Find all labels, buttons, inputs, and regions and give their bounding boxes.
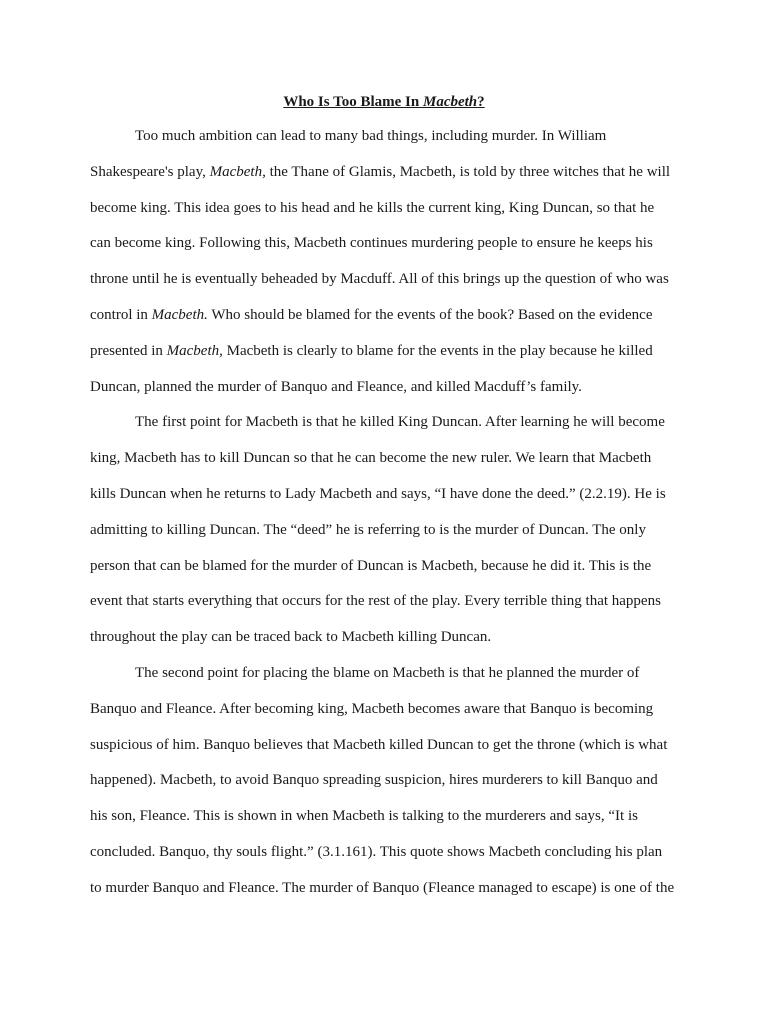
text-run: throne until he is eventually beheaded by Macduff. All of this brings up the question of who was [90, 271, 669, 288]
text-line [90, 370, 700, 406]
text-line [90, 728, 700, 764]
text-run: his son, Fleance. This is shown in when Macbeth is talking to the murderers and says, “It is [90, 808, 638, 825]
text-line [90, 405, 700, 441]
paragraph [90, 656, 700, 907]
text-line [90, 799, 700, 835]
text-run: king, Macbeth has to kill Duncan so that he can become the new ruler. We learn that Macbeth [90, 450, 652, 467]
text-run: Duncan, planned the murder of Banquo and Fleance, and killed Macduff’s family. [90, 378, 582, 395]
text-line [90, 441, 700, 477]
essay-title [0, 92, 768, 112]
text-line [90, 191, 700, 227]
text-line [90, 334, 700, 370]
text-line [90, 584, 700, 620]
text-line [90, 155, 700, 191]
essay-body [90, 119, 700, 907]
text-run: kills Duncan when he returns to Lady Macbeth and says, “I have done the deed.” (2.2.19). He is [90, 485, 666, 502]
text-run: happened). Macbeth, to avoid Banquo spreading suspicion, hires murderers to kill Banquo and [90, 772, 658, 789]
text-run: concluded. Banquo, thy souls flight.” (3.1.161). This quote shows Macbeth concluding his plan [90, 843, 663, 860]
text-run: Banquo and Fleance. After becoming king, Macbeth becomes aware that Banquo is becoming [90, 700, 654, 717]
text-line [90, 262, 700, 298]
text-run: person that can be blamed for the murder of Duncan is Macbeth, because he did it. This is the [90, 557, 652, 574]
text-line [90, 620, 700, 656]
paragraph [90, 405, 700, 656]
paragraph [90, 119, 700, 405]
text-run: Who should be blamed for the events of the book? Based on the evidence [207, 306, 653, 323]
text-line [90, 763, 700, 799]
text-run: throughout the play can be traced back to Macbeth killing Duncan. [90, 629, 492, 646]
text-line [90, 477, 700, 513]
text-run: event that starts everything that occurs for the rest of the play. Every terrible thing that happens [90, 593, 661, 610]
text-run: , Macbeth is clearly to blame for the events in the play because he killed [219, 342, 653, 359]
text-run: to murder Banquo and Fleance. The murder of Banquo (Fleance managed to escape) is one of the [90, 879, 675, 896]
text-line [90, 119, 700, 155]
text-line [90, 871, 700, 907]
text-line [90, 298, 700, 334]
text-line [90, 656, 700, 692]
text-line [90, 549, 700, 585]
text-run: presented in [90, 342, 167, 359]
title-prefix: Who Is Too Blame In [283, 94, 423, 110]
text-run: control in [90, 306, 152, 323]
italic-title-reference: Macbeth, [209, 163, 266, 180]
text-run: can become king. Following this, Macbeth continues murdering people to ensure he keeps his [90, 235, 653, 252]
italic-title-reference: Macbeth [166, 342, 220, 359]
text-run: The second point for placing the blame on Macbeth is that he planned the murder of [135, 664, 640, 681]
text-run: Shakespeare's play, [90, 163, 210, 180]
text-line [90, 226, 700, 262]
text-run: The first point for Macbeth is that he killed King Duncan. After learning he will become [135, 414, 665, 431]
italic-title-reference: Macbeth. [151, 306, 208, 323]
text-line [90, 513, 700, 549]
text-run: Too much ambition can lead to many bad things, including murder. In William [135, 128, 607, 144]
title-italic: Macbeth [422, 94, 478, 110]
text-run: the Thane of Glamis, Macbeth, is told by three witches that he will [265, 163, 671, 180]
title-suffix: ? [477, 94, 485, 110]
text-run: suspicious of him. Banquo believes that Macbeth killed Duncan to get the throne (which is what [90, 736, 668, 753]
text-run: become king. This idea goes to his head and he kills the current king, King Duncan, so that he [90, 199, 655, 216]
text-run: admitting to killing Duncan. The “deed” he is referring to is the murder of Duncan. The only [90, 521, 646, 538]
text-line [90, 835, 700, 871]
text-line [90, 692, 700, 728]
